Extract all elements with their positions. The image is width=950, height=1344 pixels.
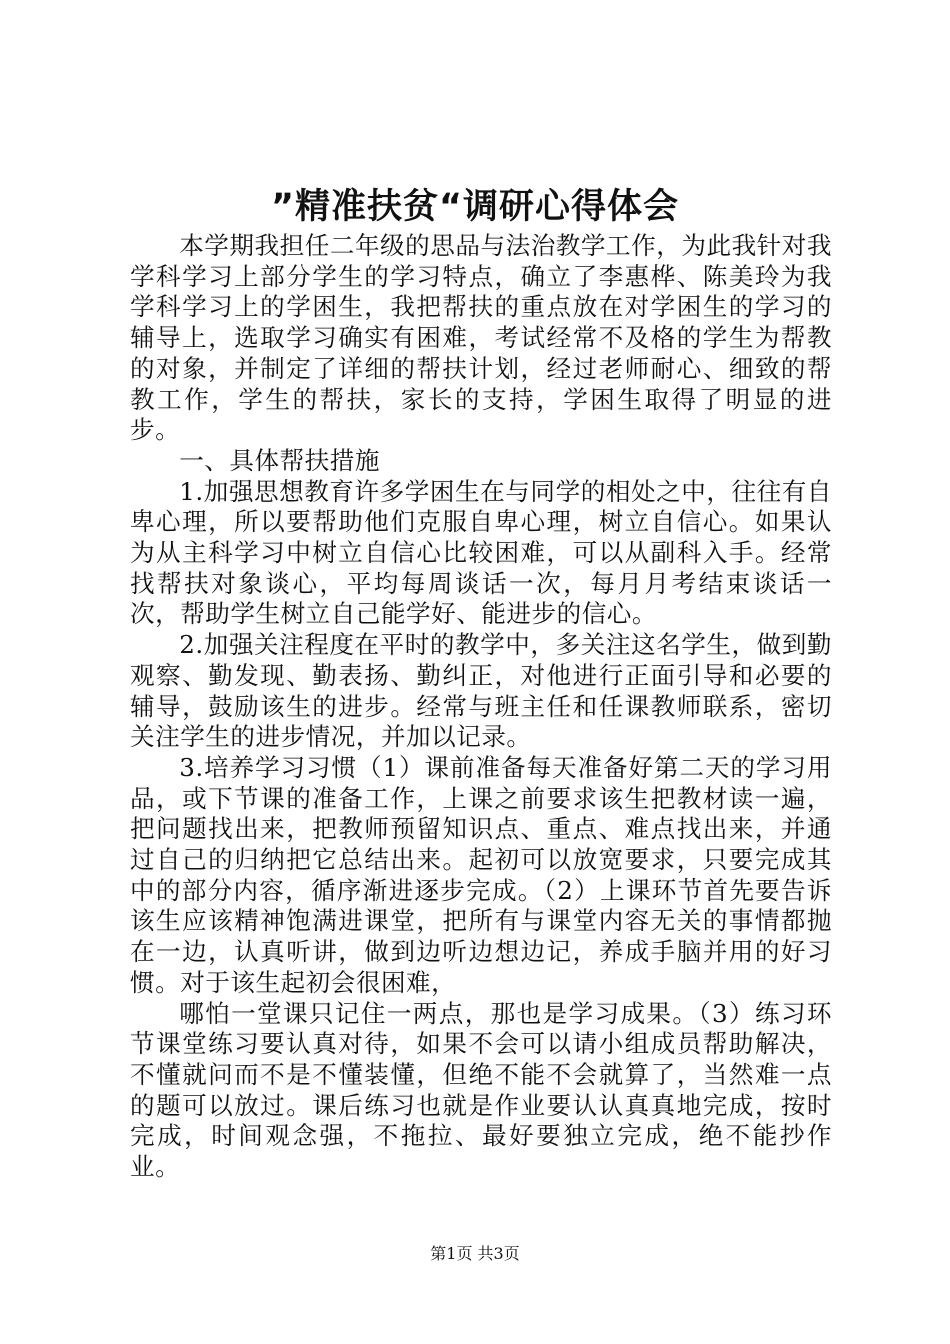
measure-3-paragraph: 3.培养学习习惯（1）课前准备每天准备好第二天的学习用品，或下节课的准备工作，上课之前要求该生把教材读一遍，把问题找出来，把教师预留知识点、重点、难点找出来，并通过自己的归纳把它总结出来。起初可以放宽要求，只要完成其中的部分内容，循序渐进逐步完成。（2）上课环节首先要告诉该生应该精神饱满进课堂，把所有与课堂内容无关的事情都抛在一边，认真听讲，做到边听边想边记，养成手脑并用的好习惯。对于该生起初会很困难， xyxy=(130,752,832,997)
intro-paragraph: 本学期我担任二年级的思品与法治教学工作，为此我针对我学科学习上部分学生的学习特点，确立了李惠桦、陈美玲为我学科学习上的学困生，我把帮扶的重点放在对学困生的学习的辅导上，选取学习确实有困难，考试经常不及格的学生为帮教的对象，并制定了详细的帮扶计划，经过老师耐心、细致的帮教工作，学生的帮扶，家长的支持，学困生取得了明显的进步。 xyxy=(130,231,832,445)
section-heading: 一、具体帮扶措施 xyxy=(179,445,380,475)
measure-1-paragraph: 1.加强思想教育许多学困生在与同学的相处之中，往往有自卑心理，所以要帮助他们克服自卑心理，树立自信心。如果认为从主科学习中树立自信心比较困难，可以从副科入手。经常找帮扶对象谈心，平均每周谈话一次，每月月考结束谈话一次，帮助学生树立自己能学好、能进步的信心。 xyxy=(130,476,832,629)
document-title: ”精准扶贫“调研心得体会 xyxy=(270,187,679,227)
measure-2-paragraph: 2.加强关注程度在平时的教学中，多关注这名学生，做到勤观察、勤发现、勤表扬、勤纠正，对他进行正面引导和必要的辅导，鼓励该生的进步。经常与班主任和任课教师联系，密切关注学生的进步情况，并加以记录。 xyxy=(130,630,832,752)
document-body xyxy=(130,231,832,1183)
page-number-footer: 第1页 共3页 xyxy=(430,1244,520,1263)
continuation-paragraph: 哪怕一堂课只记住一两点，那也是学习成果。（3）练习环节课堂练习要认真对待，如果不会可以请小组成员帮助解决，不懂就问而不是不懂装懂，但绝不能不会就算了，当然难一点的题可以放过。课后练习也就是作业要认认真真地完成，按时完成，时间观念强，不拖拉、最好要独立完成，绝不能抄作业。 xyxy=(130,998,832,1182)
